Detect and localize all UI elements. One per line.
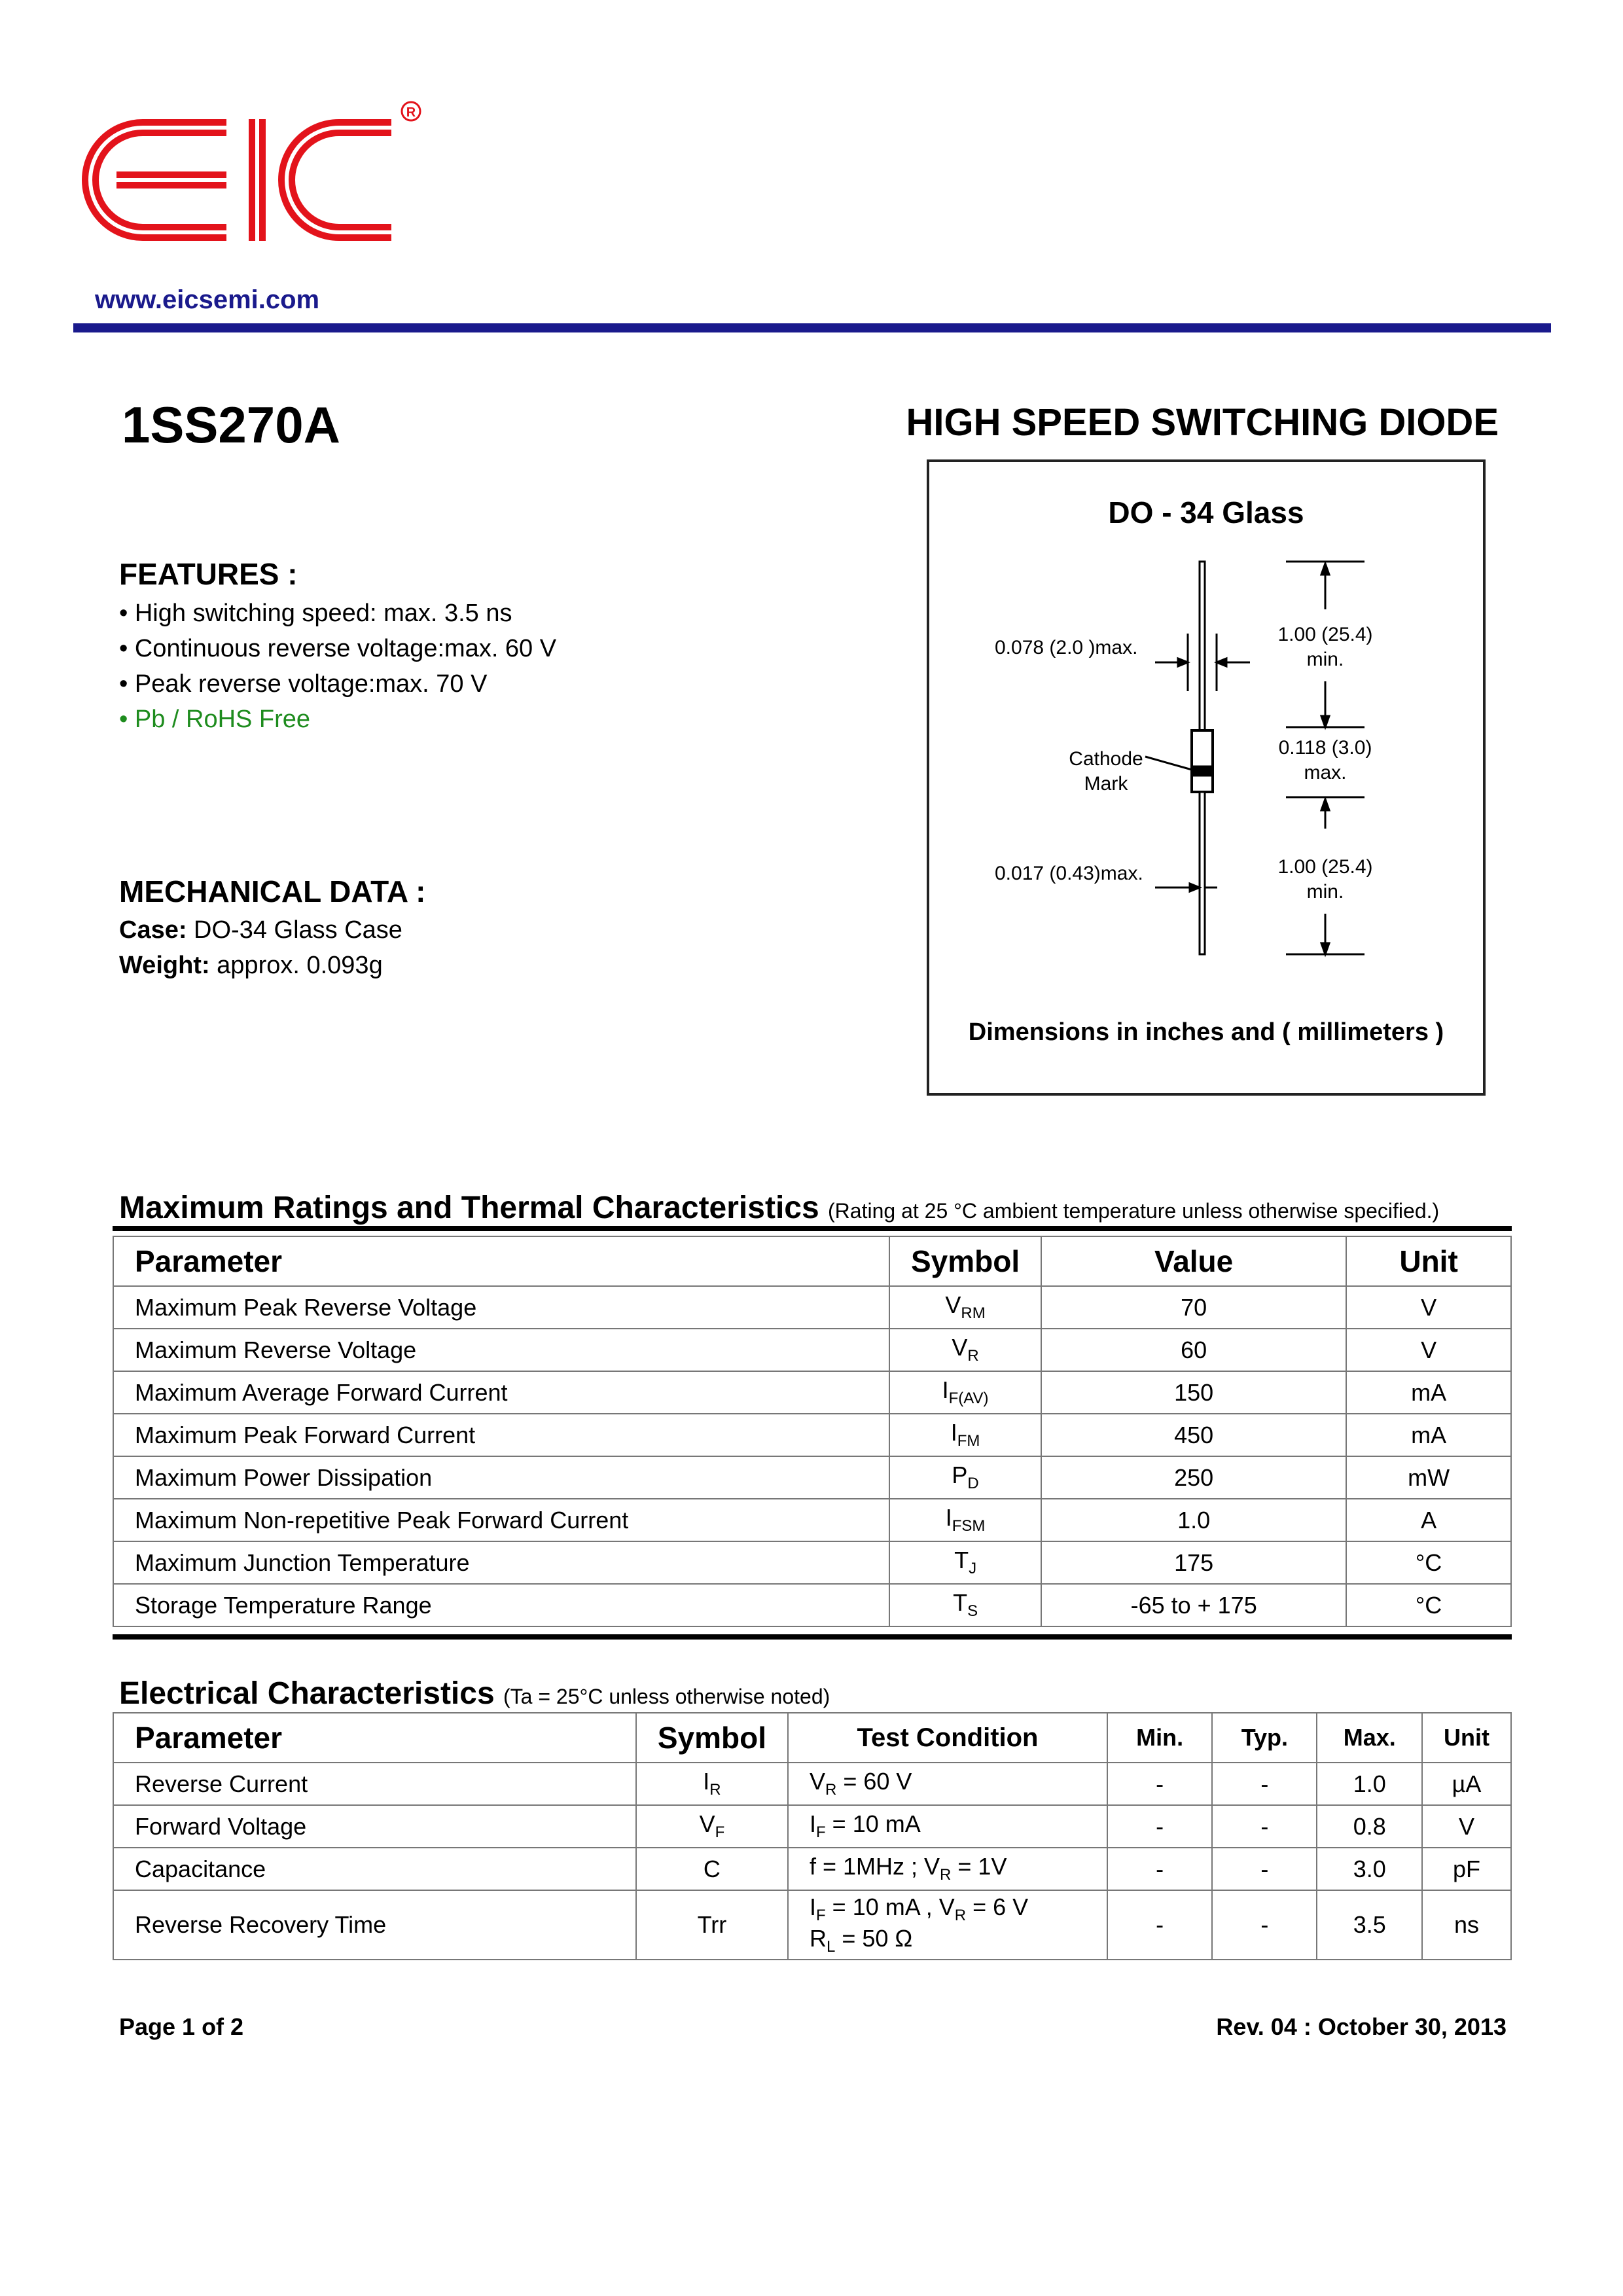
weight-line [119, 952, 383, 980]
column-header: Unit [1346, 1236, 1511, 1286]
condition-text: = 10 mA [825, 1810, 921, 1838]
symbol-cell [889, 1584, 1041, 1626]
unit-cell: °C [1346, 1541, 1511, 1584]
condition-cell [788, 1848, 1107, 1890]
symbol-main: P [952, 1462, 968, 1489]
case-label: Case: [119, 916, 187, 944]
value-cell: 450 [1041, 1414, 1346, 1456]
symbol-subscript: J [969, 1560, 977, 1578]
table-header-row [113, 1713, 1511, 1763]
parameter-cell: Maximum Peak Forward Current [113, 1414, 889, 1456]
table-row [113, 1414, 1511, 1456]
feature-item: • High switching speed: max. 3.5 ns [119, 600, 512, 627]
condition-text: = 10 mA , V [825, 1893, 955, 1920]
symbol-subscript: RM [961, 1304, 986, 1323]
lead-length-bottom-dim [1263, 855, 1387, 905]
table-row [113, 1329, 1511, 1371]
unit-cell: pF [1422, 1848, 1511, 1890]
max-ratings-title [119, 1190, 1439, 1226]
typ-cell: - [1212, 1763, 1317, 1805]
table-row [113, 1371, 1511, 1414]
svg-text:R: R [406, 105, 416, 120]
parameter-cell: Reverse Recovery Time [113, 1890, 636, 1960]
symbol-cell [889, 1456, 1041, 1499]
typ-cell: - [1212, 1805, 1317, 1848]
case-line [119, 916, 402, 944]
table-row [113, 1848, 1511, 1890]
unit-cell: °C [1346, 1584, 1511, 1626]
parameter-cell: Maximum Average Forward Current [113, 1371, 889, 1414]
features-heading: FEATURES : [119, 557, 298, 591]
part-number: 1SS270A [122, 396, 340, 454]
weight-value: approx. 0.093g [209, 952, 383, 979]
max-ratings-note: (Rating at 25 °C ambient temperature unless otherwise specified.) [828, 1199, 1440, 1223]
condition-text: f = 1MHz ; V [809, 1853, 940, 1880]
value-cell: 70 [1041, 1286, 1346, 1329]
symbol-cell [636, 1763, 788, 1805]
unit-cell: A [1346, 1499, 1511, 1541]
package-title: DO - 34 Glass [1108, 495, 1304, 529]
unit-cell: V [1346, 1286, 1511, 1329]
symbol-subscript: F [715, 1823, 725, 1842]
condition-subscript: L [826, 1938, 836, 1956]
symbol-cell [889, 1499, 1041, 1541]
body-length-value: 0.118 (3.0) [1278, 737, 1372, 759]
condition-text: I [809, 1893, 816, 1920]
condition-subscript: R [825, 1781, 837, 1799]
symbol-subscript: D [967, 1475, 979, 1493]
symbol-main: I [945, 1504, 952, 1532]
symbol-main: C [703, 1855, 721, 1882]
feature-item: • Peak reverse voltage:max. 70 V [119, 670, 488, 698]
parameter-cell: Maximum Reverse Voltage [113, 1329, 889, 1371]
condition-line [810, 1925, 1086, 1956]
electrical-table [113, 1712, 1512, 1960]
dimensions-note: Dimensions in inches and ( millimeters ) [968, 1018, 1444, 1046]
condition-line [810, 1768, 1086, 1799]
symbol-cell [889, 1414, 1041, 1456]
symbol-subscript: S [967, 1602, 978, 1621]
lead-length-top-min: min. [1306, 649, 1344, 670]
table-row [113, 1541, 1511, 1584]
table-row [113, 1890, 1511, 1960]
condition-line [810, 1810, 1086, 1842]
symbol-main: Trr [697, 1911, 727, 1938]
condition-cell [788, 1890, 1107, 1960]
document-subtitle: HIGH SPEED SWITCHING DIODE [906, 401, 1499, 444]
max-ratings-table [113, 1236, 1512, 1627]
condition-text: = 50 Ω [835, 1925, 913, 1952]
electrical-note: (Ta = 25°C unless otherwise noted) [503, 1685, 830, 1708]
column-header: Typ. [1212, 1713, 1317, 1763]
symbol-main: I [703, 1768, 710, 1795]
column-header: Unit [1422, 1713, 1511, 1763]
lead-length-top-dim [1263, 622, 1387, 672]
max-ratings-title-text: Maximum Ratings and Thermal Characteristics [119, 1191, 819, 1225]
symbol-cell [636, 1805, 788, 1848]
unit-cell: mW [1346, 1456, 1511, 1499]
package-drawing [929, 462, 1483, 1093]
unit-cell: µA [1422, 1763, 1511, 1805]
case-value: DO-34 Glass Case [187, 916, 402, 944]
parameter-cell: Reverse Current [113, 1763, 636, 1805]
value-cell: 150 [1041, 1371, 1346, 1414]
table-row [113, 1805, 1511, 1848]
column-header: Max. [1317, 1713, 1422, 1763]
symbol-subscript: R [967, 1347, 979, 1365]
lead-diameter-dim: 0.078 (2.0 )max. [995, 637, 1138, 658]
body-length-max: max. [1304, 762, 1347, 783]
feature-item-rohs: • Pb / RoHS Free [119, 706, 311, 733]
electrical-body [113, 1763, 1511, 1960]
condition-cell [788, 1763, 1107, 1805]
value-cell: 250 [1041, 1456, 1346, 1499]
symbol-main: I [950, 1419, 957, 1446]
parameter-cell: Maximum Peak Reverse Voltage [113, 1286, 889, 1329]
symbol-main: V [945, 1291, 961, 1319]
condition-line [810, 1853, 1086, 1884]
symbol-main: V [699, 1810, 715, 1838]
max-cell: 3.5 [1317, 1890, 1422, 1960]
condition-subscript: F [816, 1823, 826, 1842]
weight-label: Weight: [119, 952, 210, 979]
min-cell: - [1107, 1763, 1212, 1805]
parameter-cell: Maximum Power Dissipation [113, 1456, 889, 1499]
symbol-cell [889, 1329, 1041, 1371]
table-row [113, 1584, 1511, 1626]
symbol-cell [636, 1848, 788, 1890]
column-header: Symbol [636, 1713, 788, 1763]
max-cell: 1.0 [1317, 1763, 1422, 1805]
column-header: Min. [1107, 1713, 1212, 1763]
condition-subscript: R [954, 1907, 967, 1924]
parameter-cell: Forward Voltage [113, 1805, 636, 1848]
parameter-cell: Maximum Non-repetitive Peak Forward Current [113, 1499, 889, 1541]
electrical-title [119, 1676, 830, 1712]
revision-date: Rev. 04 : October 30, 2013 [1216, 2013, 1507, 2040]
condition-cell [788, 1805, 1107, 1848]
condition-text: V [809, 1768, 825, 1795]
cathode-mark-label [1054, 747, 1158, 797]
condition-line [810, 1893, 1086, 1925]
body-length-dim [1263, 736, 1387, 785]
lead-length-bottom-value: 1.00 (25.4) [1277, 856, 1373, 878]
unit-cell: V [1422, 1805, 1511, 1848]
value-cell: -65 to + 175 [1041, 1584, 1346, 1626]
page-number: Page 1 of 2 [119, 2013, 244, 2040]
header-divider [73, 323, 1551, 332]
website-link[interactable]: www.eicsemi.com [95, 285, 320, 314]
table-row [113, 1286, 1511, 1329]
unit-cell: mA [1346, 1371, 1511, 1414]
condition-text: = 1V [951, 1853, 1007, 1880]
condition-text: = 60 V [836, 1768, 912, 1795]
table-header-row [113, 1236, 1511, 1286]
table-row [113, 1499, 1511, 1541]
symbol-main: V [952, 1334, 968, 1361]
max-ratings-top-rule [113, 1226, 1512, 1231]
symbol-main: T [954, 1547, 969, 1574]
min-cell: - [1107, 1848, 1212, 1890]
column-header: Parameter [113, 1236, 889, 1286]
parameter-cell: Storage Temperature Range [113, 1584, 889, 1626]
symbol-subscript: FSM [952, 1517, 986, 1535]
condition-text: = 6 V [966, 1893, 1029, 1920]
value-cell: 175 [1041, 1541, 1346, 1584]
typ-cell: - [1212, 1848, 1317, 1890]
package-outline-box [927, 459, 1486, 1096]
wire-diameter-dim: 0.017 (0.43)max. [995, 863, 1143, 884]
unit-cell: mA [1346, 1414, 1511, 1456]
typ-cell: - [1212, 1890, 1317, 1960]
value-cell: 60 [1041, 1329, 1346, 1371]
max-cell: 0.8 [1317, 1805, 1422, 1848]
value-cell: 1.0 [1041, 1499, 1346, 1541]
max-ratings-body [113, 1286, 1511, 1626]
max-ratings-bottom-rule [113, 1634, 1512, 1640]
condition-subscript: R [940, 1866, 952, 1884]
min-cell: - [1107, 1890, 1212, 1960]
min-cell: - [1107, 1805, 1212, 1848]
condition-text: I [809, 1810, 816, 1838]
max-cell: 3.0 [1317, 1848, 1422, 1890]
unit-cell: V [1346, 1329, 1511, 1371]
cathode-text-2: Mark [1084, 773, 1128, 795]
condition-text: R [809, 1925, 827, 1952]
condition-subscript: F [816, 1907, 826, 1924]
column-header: Test Condition [788, 1713, 1107, 1763]
parameter-cell: Maximum Junction Temperature [113, 1541, 889, 1584]
lead-length-top-value: 1.00 (25.4) [1277, 624, 1373, 645]
symbol-cell [636, 1890, 788, 1960]
symbol-subscript: FM [957, 1432, 980, 1450]
table-row [113, 1763, 1511, 1805]
column-header: Value [1041, 1236, 1346, 1286]
cathode-text-1: Cathode [1069, 748, 1143, 770]
symbol-main: T [953, 1589, 968, 1617]
symbol-subscript: F(AV) [948, 1390, 989, 1408]
lead-length-bottom-min: min. [1306, 881, 1344, 903]
symbol-subscript: R [709, 1781, 721, 1799]
table-row [113, 1456, 1511, 1499]
symbol-cell [889, 1286, 1041, 1329]
eic-logo [71, 98, 437, 295]
symbol-main: I [942, 1376, 949, 1404]
column-header: Symbol [889, 1236, 1041, 1286]
unit-cell: ns [1422, 1890, 1511, 1960]
parameter-cell: Capacitance [113, 1848, 636, 1890]
mechanical-heading: MECHANICAL DATA : [119, 874, 426, 908]
electrical-title-text: Electrical Characteristics [119, 1676, 495, 1711]
symbol-cell [889, 1371, 1041, 1414]
symbol-cell [889, 1541, 1041, 1584]
feature-item: • Continuous reverse voltage:max. 60 V [119, 635, 557, 662]
column-header: Parameter [113, 1713, 636, 1763]
